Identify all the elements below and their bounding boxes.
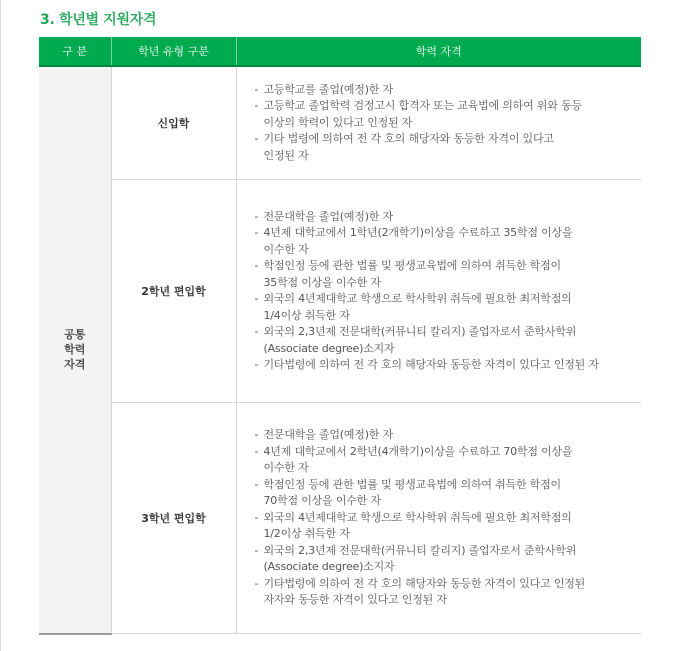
bullet-dash: - [254, 576, 259, 590]
list-item [255, 98, 642, 131]
qualification-text: 자자와 동등한 자격이 있다고 인정된 자 [263, 593, 447, 607]
qualification-text: (Associate degree)소지자 [263, 341, 395, 355]
qualification-text: 1/2이상 취득한 자 [263, 527, 350, 541]
qualification-text: 4년제 대학교에서 2학년(4개학기)이상을 수료하고 70학점 이상을 [263, 444, 573, 458]
bullet-dash: - [254, 428, 259, 442]
table-row [39, 180, 641, 403]
list-item [255, 477, 642, 510]
qualification-text: 기타 법령에 의하여 전 각 호의 해당자와 동등한 자격이 있다고 [263, 132, 554, 146]
category-cell [39, 66, 111, 634]
bullet-dash: - [254, 132, 259, 146]
qualification-text: (Associate degree)소지자 [263, 560, 395, 574]
admission-requirements-table [39, 37, 641, 635]
bullet-dash: - [254, 477, 259, 491]
category-label: 공통 [64, 328, 86, 342]
qualification-text: 외국의 4년제대학교 학생으로 학사학위 취득에 필요한 최저학점의 [263, 292, 572, 305]
bullet-dash: - [254, 292, 259, 305]
bullet-dash: - [254, 99, 259, 113]
left-border-line [0, 0, 1, 651]
list-item [255, 357, 642, 374]
bullet-dash: - [254, 358, 259, 371]
bullet-dash: - [254, 226, 259, 239]
qualification-text: 이수한 자 [263, 242, 309, 256]
qualification-cell [236, 180, 641, 403]
category-label: 자격 [64, 358, 86, 372]
bullet-dash: - [254, 510, 259, 524]
list-item [255, 291, 642, 324]
qualification-text: 외국의 2,3년제 전문대학(커뮤니티 칼리지) 졸업자로서 준학사학위 [263, 543, 577, 557]
qualification-text: 기타법령에 의하여 전 각 호의 해당자와 동등한 자격이 있다고 인정된 [263, 576, 586, 590]
bullet-dash: - [254, 444, 259, 458]
qualification-text: 외국의 4년제대학교 학생으로 학사학위 취득에 필요한 최저학점의 [263, 510, 572, 524]
list-item [255, 543, 642, 576]
bullet-dash: - [254, 259, 259, 272]
qualification-cell [236, 66, 641, 180]
table-header-row [39, 37, 641, 66]
qualification-text: 고등학교를 졸업(예정)한 자 [263, 82, 393, 96]
grade-type-cell: 2학년 편입학 [111, 180, 236, 403]
list-item [255, 510, 642, 543]
list-item [255, 427, 642, 444]
qualification-list [255, 209, 642, 374]
list-item [255, 444, 642, 477]
qualification-text: 4년제 대학교에서 1학년(2개학기)이상을 수료하고 35학점 이상을 [263, 226, 573, 239]
qualification-text: 1/4이상 취득한 자 [263, 308, 350, 322]
qualification-list [255, 427, 642, 609]
qualification-text: 인정된 자 [263, 148, 309, 162]
grade-type-cell: 신입학 [111, 66, 236, 180]
header-grade-type: 학년 유형 구분 [111, 37, 236, 66]
qualification-cell [236, 403, 641, 634]
list-item [255, 258, 642, 291]
list-item [255, 324, 642, 357]
qualification-text: 학점인정 등에 관한 법률 및 평생교육법에 의하여 취득한 학점이 [263, 259, 561, 272]
qualification-text: 고등학교 졸업학력 검정고시 합격자 또는 교육법에 의하여 위와 동등 [263, 99, 582, 113]
list-item [255, 82, 642, 99]
qualification-text: 전문대학을 졸업(예정)한 자 [263, 209, 393, 223]
bullet-dash: - [254, 209, 259, 223]
qualification-text: 전문대학을 졸업(예정)한 자 [263, 428, 393, 442]
table-row [39, 66, 641, 180]
qualification-text: 이상의 학력이 있다고 인정된 자 [263, 115, 413, 129]
bullet-dash: - [254, 325, 259, 338]
qualification-list [255, 82, 642, 165]
qualification-text: 학점인정 등에 관한 법률 및 평생교육법에 의하여 취득한 학점이 [263, 477, 561, 491]
list-item [255, 209, 642, 226]
bullet-dash: - [254, 543, 259, 557]
category-label: 학력 [64, 343, 86, 357]
header-qualification: 학력 자격 [236, 37, 641, 66]
qualification-text: 35학점 이상을 이수한 자 [263, 275, 381, 289]
qualification-text: 70학점 이상을 이수한 자 [263, 494, 381, 508]
qualification-text: 기타법령에 의하여 전 각 호의 해당자와 동등한 자격이 있다고 인정된 자 [263, 358, 599, 371]
qualification-text: 이수한 자 [263, 461, 309, 475]
section-title: 3. 학년별 지원자격 [40, 12, 157, 28]
qualification-text: 외국의 2,3년제 전문대학(커뮤니티 칼리지) 졸업자로서 준학사학위 [263, 325, 577, 338]
list-item [255, 576, 642, 609]
grade-type-cell: 3학년 편입학 [111, 403, 236, 634]
table-row [39, 403, 641, 634]
header-category: 구 분 [39, 37, 111, 66]
list-item [255, 225, 642, 258]
bullet-dash: - [254, 82, 259, 96]
list-item [255, 131, 642, 164]
